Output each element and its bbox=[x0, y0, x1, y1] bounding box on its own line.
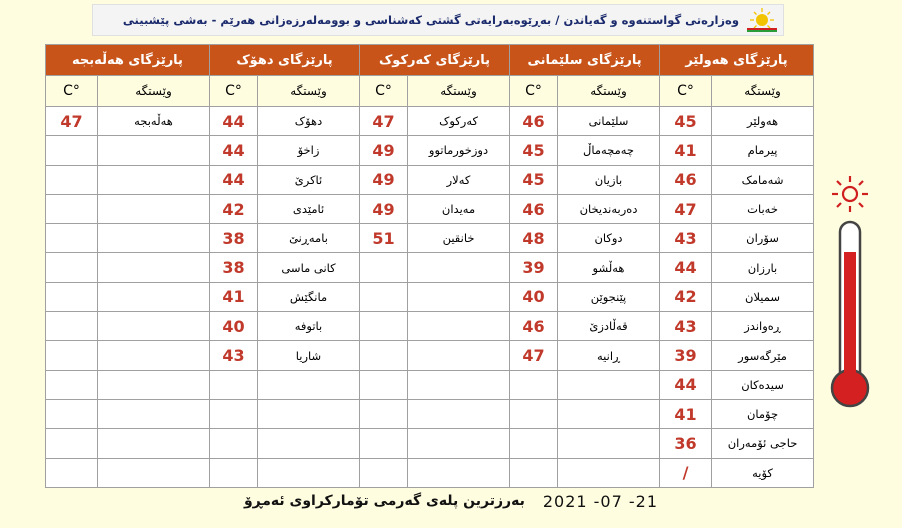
max-temperature: 47 bbox=[46, 107, 98, 136]
empty-cell bbox=[98, 136, 210, 165]
max-temperature: 45 bbox=[660, 107, 712, 136]
max-temperature: 49 bbox=[360, 194, 408, 223]
ministry-header-text: وەزارەتی گواستنەوە و گەیاندن / بەڕێوەبەرایەتی گشتی کەشناسی و بوومەلەرزەزانی هەرێم - بەشی پێشبینی bbox=[122, 13, 739, 27]
max-temperature: 51 bbox=[360, 224, 408, 253]
station-name: هەولێر bbox=[712, 107, 814, 136]
station-name: کەلار bbox=[408, 165, 510, 194]
max-temperature: 46 bbox=[510, 194, 558, 223]
empty-cell bbox=[510, 399, 558, 428]
max-temperature: 44 bbox=[210, 136, 258, 165]
station-name: باتوفە bbox=[258, 312, 360, 341]
station-name: هەڵشو bbox=[558, 253, 660, 282]
station-column-header: وێستگە bbox=[258, 76, 360, 107]
footer-caption: بەرزترین پلەی گەرمی تۆمارکراوی ئەمڕۆ bbox=[243, 493, 525, 509]
max-temperature: 47 bbox=[510, 341, 558, 370]
empty-cell bbox=[558, 458, 660, 487]
table-row bbox=[46, 224, 814, 253]
empty-cell bbox=[46, 399, 98, 428]
table-row bbox=[46, 341, 814, 370]
station-column-header: وێستگە bbox=[558, 76, 660, 107]
max-temperature: 41 bbox=[660, 136, 712, 165]
ministry-header bbox=[92, 4, 784, 36]
station-name: شاریا bbox=[258, 341, 360, 370]
max-temperature: 49 bbox=[360, 165, 408, 194]
station-name: قەڵادزێ bbox=[558, 312, 660, 341]
max-temperature: 41 bbox=[660, 399, 712, 428]
table-row bbox=[46, 429, 814, 458]
station-name: بامەڕنێ bbox=[258, 224, 360, 253]
empty-cell bbox=[408, 370, 510, 399]
max-temperature: 38 bbox=[210, 253, 258, 282]
max-temperature: 44 bbox=[210, 107, 258, 136]
empty-cell bbox=[210, 429, 258, 458]
station-name: چەمچەماڵ bbox=[558, 136, 660, 165]
station-name: هەڵەبجە bbox=[98, 107, 210, 136]
max-temperature: 42 bbox=[660, 282, 712, 311]
max-temperature: 39 bbox=[660, 341, 712, 370]
empty-cell bbox=[98, 194, 210, 223]
station-name: دوکان bbox=[558, 224, 660, 253]
empty-cell bbox=[258, 429, 360, 458]
station-name: دەربەندیخان bbox=[558, 194, 660, 223]
station-name: پیرمام bbox=[712, 136, 814, 165]
station-name: حاجی ئۆمەران bbox=[712, 429, 814, 458]
max-temperature: 42 bbox=[210, 194, 258, 223]
empty-cell bbox=[408, 282, 510, 311]
empty-cell bbox=[98, 224, 210, 253]
empty-cell bbox=[98, 165, 210, 194]
kurdistan-emblem-icon bbox=[745, 6, 779, 34]
max-temperature: / bbox=[660, 458, 712, 487]
station-name: کانی ماسی bbox=[258, 253, 360, 282]
max-temperature: 44 bbox=[660, 370, 712, 399]
empty-cell bbox=[360, 429, 408, 458]
empty-cell bbox=[558, 399, 660, 428]
station-name: چۆمان bbox=[712, 399, 814, 428]
empty-cell bbox=[408, 253, 510, 282]
province-header: پارێزگای کەرکوک bbox=[360, 45, 510, 76]
table-row bbox=[46, 312, 814, 341]
max-temperature: 46 bbox=[660, 165, 712, 194]
empty-cell bbox=[46, 282, 98, 311]
max-temperature: 43 bbox=[660, 312, 712, 341]
province-header: پارێزگای دهۆک bbox=[210, 45, 360, 76]
table-row bbox=[46, 194, 814, 223]
empty-cell bbox=[46, 429, 98, 458]
empty-cell bbox=[510, 458, 558, 487]
empty-cell bbox=[210, 370, 258, 399]
max-temperature: 46 bbox=[510, 107, 558, 136]
empty-cell bbox=[510, 429, 558, 458]
empty-cell bbox=[98, 399, 210, 428]
empty-cell bbox=[98, 282, 210, 311]
empty-cell bbox=[408, 399, 510, 428]
empty-cell bbox=[46, 370, 98, 399]
station-name: کەرکوک bbox=[408, 107, 510, 136]
max-temperature: 49 bbox=[360, 136, 408, 165]
station-name: شەمامک bbox=[712, 165, 814, 194]
empty-cell bbox=[510, 370, 558, 399]
max-temperature: 40 bbox=[510, 282, 558, 311]
province-header: پارێزگای هەولێر bbox=[660, 45, 814, 76]
station-name: دهۆک bbox=[258, 107, 360, 136]
empty-cell bbox=[408, 341, 510, 370]
max-temperature: 36 bbox=[660, 429, 712, 458]
empty-cell bbox=[558, 370, 660, 399]
temperature-column-header: °C bbox=[360, 76, 408, 107]
station-name: خانقین bbox=[408, 224, 510, 253]
station-name: ڕەواندز bbox=[712, 312, 814, 341]
table-row bbox=[46, 399, 814, 428]
empty-cell bbox=[46, 312, 98, 341]
max-temperature: 38 bbox=[210, 224, 258, 253]
table-row bbox=[46, 370, 814, 399]
empty-cell bbox=[210, 458, 258, 487]
empty-cell bbox=[46, 136, 98, 165]
station-name: زاخۆ bbox=[258, 136, 360, 165]
empty-cell bbox=[98, 312, 210, 341]
station-name: خەبات bbox=[712, 194, 814, 223]
station-column-header: وێستگە bbox=[712, 76, 814, 107]
empty-cell bbox=[258, 370, 360, 399]
table-row bbox=[46, 107, 814, 136]
table-row bbox=[46, 136, 814, 165]
max-temperature: 44 bbox=[660, 253, 712, 282]
table-row bbox=[46, 165, 814, 194]
empty-cell bbox=[98, 341, 210, 370]
max-temperature: 44 bbox=[210, 165, 258, 194]
empty-cell bbox=[408, 429, 510, 458]
max-temperature: 40 bbox=[210, 312, 258, 341]
max-temperature: 46 bbox=[510, 312, 558, 341]
max-temperature: 45 bbox=[510, 165, 558, 194]
station-name: سۆران bbox=[712, 224, 814, 253]
empty-cell bbox=[360, 312, 408, 341]
station-name: سمیلان bbox=[712, 282, 814, 311]
station-name: دوزخورماتوو bbox=[408, 136, 510, 165]
footer bbox=[0, 488, 902, 514]
max-temperature: 47 bbox=[360, 107, 408, 136]
province-header: پارێزگای سلێمانی bbox=[510, 45, 660, 76]
station-name: پێنجوێن bbox=[558, 282, 660, 311]
station-name: مێرگەسور bbox=[712, 341, 814, 370]
empty-cell bbox=[360, 253, 408, 282]
temperature-column-header: °C bbox=[660, 76, 712, 107]
max-temperature: 45 bbox=[510, 136, 558, 165]
table-row bbox=[46, 282, 814, 311]
province-header: پارێزگای هەڵەبجە bbox=[46, 45, 210, 76]
empty-cell bbox=[46, 341, 98, 370]
max-temperature: 43 bbox=[660, 224, 712, 253]
empty-cell bbox=[408, 312, 510, 341]
station-name: ئامێدی bbox=[258, 194, 360, 223]
empty-cell bbox=[98, 370, 210, 399]
table-row bbox=[46, 458, 814, 487]
temperature-column-header: °C bbox=[210, 76, 258, 107]
station-name: ڕانیە bbox=[558, 341, 660, 370]
empty-cell bbox=[210, 399, 258, 428]
table-row bbox=[46, 253, 814, 282]
temperature-column-header: °C bbox=[510, 76, 558, 107]
max-temperature: 47 bbox=[660, 194, 712, 223]
empty-cell bbox=[46, 458, 98, 487]
empty-cell bbox=[258, 458, 360, 487]
empty-cell bbox=[360, 282, 408, 311]
station-name: سیدەکان bbox=[712, 370, 814, 399]
max-temperature: 43 bbox=[210, 341, 258, 370]
station-name: ئاکرێ bbox=[258, 165, 360, 194]
station-column-header: وێستگە bbox=[98, 76, 210, 107]
max-temperature: 41 bbox=[210, 282, 258, 311]
station-name: مەیدان bbox=[408, 194, 510, 223]
empty-cell bbox=[258, 399, 360, 428]
empty-cell bbox=[46, 165, 98, 194]
empty-cell bbox=[98, 458, 210, 487]
empty-cell bbox=[46, 253, 98, 282]
empty-cell bbox=[558, 429, 660, 458]
temperature-column-header: °C bbox=[46, 76, 98, 107]
empty-cell bbox=[46, 194, 98, 223]
station-name: بارزان bbox=[712, 253, 814, 282]
station-name: کۆیە bbox=[712, 458, 814, 487]
station-column-header: وێستگە bbox=[408, 76, 510, 107]
station-name: سلێمانی bbox=[558, 107, 660, 136]
empty-cell bbox=[408, 458, 510, 487]
empty-cell bbox=[98, 429, 210, 458]
empty-cell bbox=[360, 370, 408, 399]
empty-cell bbox=[360, 458, 408, 487]
empty-cell bbox=[360, 341, 408, 370]
empty-cell bbox=[46, 224, 98, 253]
max-temperature: 39 bbox=[510, 253, 558, 282]
station-name: بازیان bbox=[558, 165, 660, 194]
temperature-table bbox=[45, 44, 814, 488]
empty-cell bbox=[98, 253, 210, 282]
footer-date: 2021 -07 -21 bbox=[542, 491, 658, 511]
station-name: مانگێش bbox=[258, 282, 360, 311]
max-temperature: 48 bbox=[510, 224, 558, 253]
empty-cell bbox=[360, 399, 408, 428]
thermometer-sun-icon bbox=[822, 172, 882, 412]
